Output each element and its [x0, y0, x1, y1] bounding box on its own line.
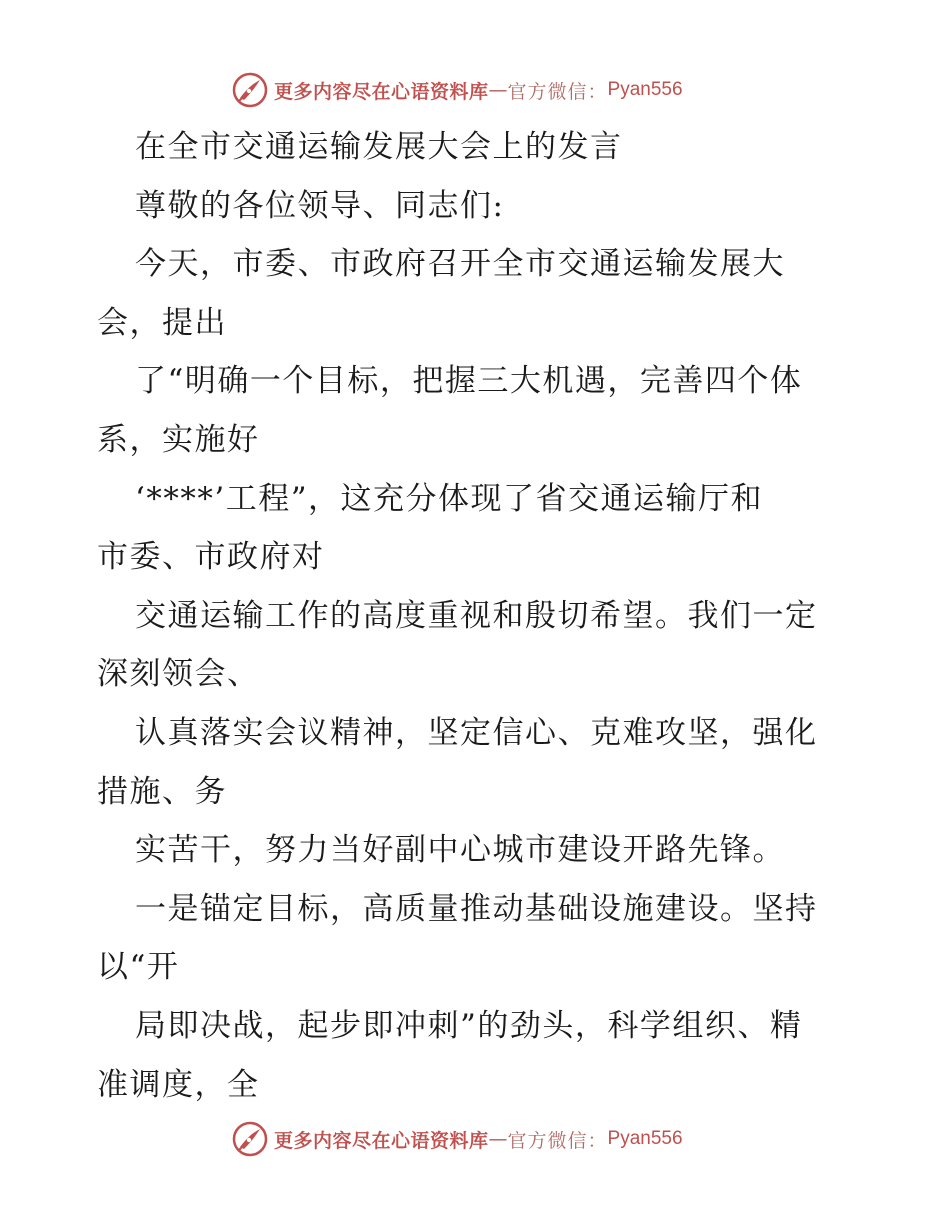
banner-main-text: 更多内容尽在心语资料库 [274, 80, 489, 103]
pen-nib-logo-icon [232, 1121, 268, 1157]
text-line: 实苦干，努力当好副中心城市建设开路先锋。 [135, 832, 785, 869]
banner-wechat-label: 官方微信： [507, 1129, 608, 1152]
banner-wechat-id: Pyan556 [607, 1128, 683, 1149]
text-line: 准调度，全 [97, 1066, 260, 1103]
text-line: 局即决战，起步即冲刺”的劲头，科学组织、精 [135, 1007, 803, 1044]
banner-wechat-id: Pyan556 [607, 79, 683, 100]
text-line: 一是锚定目标，高质量推动基础设施建设。坚持 [135, 890, 818, 927]
text-line: 系，实施好 [97, 421, 260, 458]
document-body [97, 118, 857, 1114]
banner-main-text: 更多内容尽在心语资料库 [274, 1129, 489, 1152]
text-line: 认真落实会议精神，坚定信心、克难攻坚，强化 [135, 714, 818, 751]
text-line: 市委、市政府对 [97, 539, 325, 576]
text-line: 今天，市委、市政府召开全市交通运输发展大 [135, 246, 785, 283]
banner-dash: — [488, 79, 508, 101]
text-line: 交通运输工作的高度重视和殷切希望。我们一定 [135, 597, 818, 634]
footer-banner [232, 1119, 683, 1159]
text-line: ‘****’工程”，这充分体现了省交通运输厅和 [135, 480, 764, 517]
text-line: 措施、务 [97, 773, 227, 810]
salutation: 尊敬的各位领导、同志们: [135, 187, 505, 224]
text-line: 深刻领会、 [97, 656, 260, 693]
pen-nib-logo-icon [232, 72, 268, 108]
banner-wechat-label: 官方微信： [507, 80, 608, 103]
text-line: 会，提出 [97, 304, 227, 341]
document-title: 在全市交通运输发展大会上的发言 [135, 129, 623, 165]
banner-dash: — [488, 1128, 508, 1150]
header-banner [232, 70, 683, 110]
text-line: 以“开 [97, 949, 180, 986]
text-line: 了“明确一个目标，把握三大机遇，完善四个体 [135, 363, 803, 400]
